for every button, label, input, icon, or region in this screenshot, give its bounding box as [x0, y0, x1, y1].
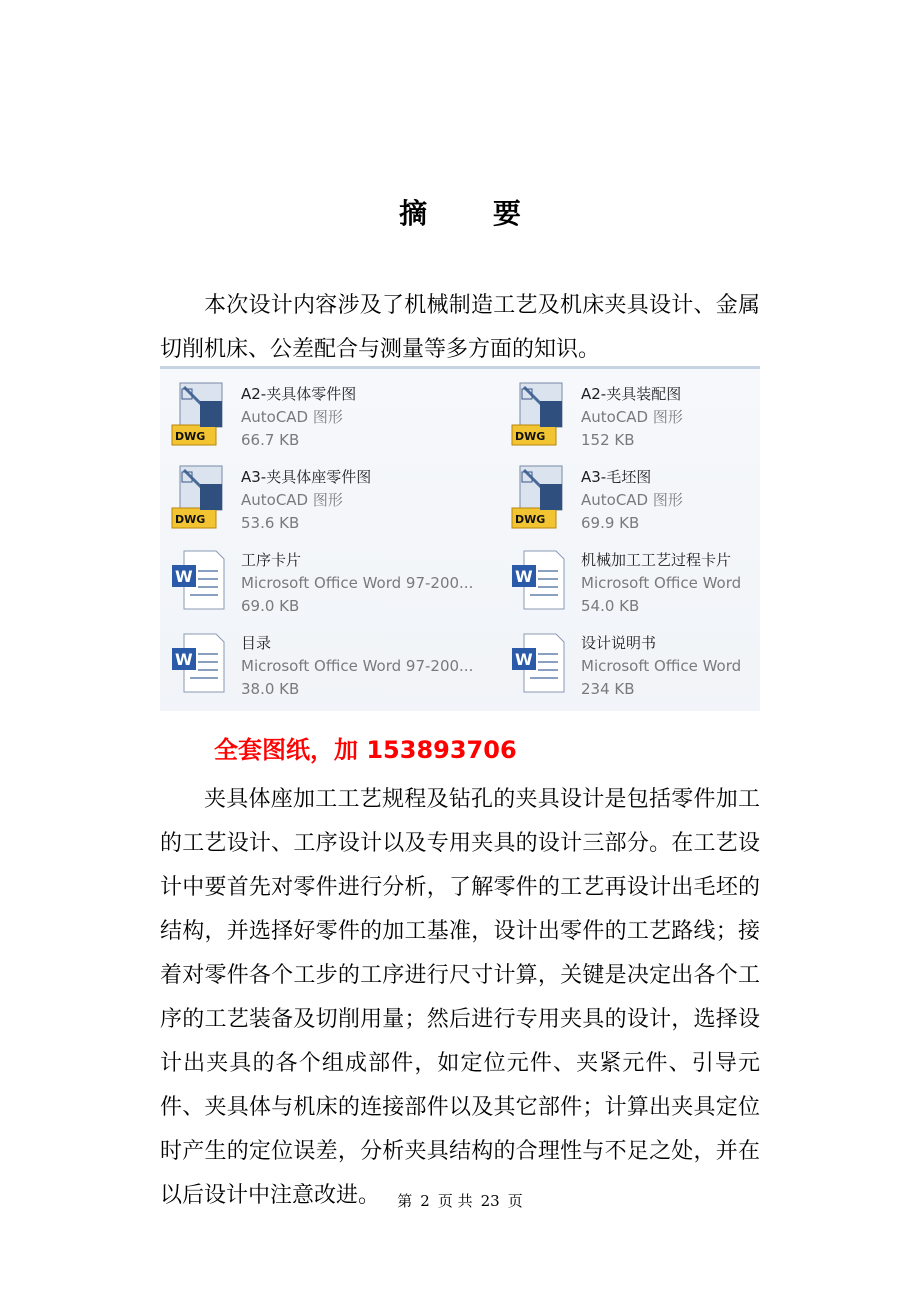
file-name: 设计说明书	[581, 634, 657, 652]
page-footer	[0, 1190, 920, 1211]
file-name: 机械加工工艺过程卡片	[581, 551, 732, 569]
file-type: AutoCAD 图形	[241, 408, 343, 426]
file-size: 38.0 KB	[241, 680, 300, 698]
file-item[interactable]	[160, 618, 474, 698]
file-type: Microsoft Office Word	[581, 574, 742, 592]
svg-text:DWG: DWG	[515, 430, 546, 443]
svg-text:DWG: DWG	[175, 513, 206, 526]
file-item[interactable]	[160, 369, 450, 449]
svg-text:DWG: DWG	[175, 430, 206, 443]
svg-text:DWG: DWG	[515, 513, 546, 526]
svg-text:W: W	[175, 650, 193, 669]
file-size: 69.0 KB	[241, 597, 300, 615]
file-item[interactable]	[500, 452, 790, 532]
file-type: Microsoft Office Word 97-200...	[241, 574, 474, 592]
dwg-icon	[170, 381, 226, 447]
file-size: 69.9 KB	[581, 514, 640, 532]
file-name: 工序卡片	[241, 551, 302, 569]
file-name: A3-毛坯图	[581, 468, 652, 486]
file-item[interactable]	[500, 618, 790, 698]
word-doc-icon	[170, 630, 226, 696]
footer-page-number: 2	[420, 1192, 430, 1210]
dwg-icon	[170, 464, 226, 530]
file-size: 54.0 KB	[581, 597, 640, 615]
word-doc-icon	[170, 547, 226, 613]
file-item[interactable]	[500, 535, 790, 615]
file-name: A2-夹具体零件图	[241, 385, 357, 403]
file-size: 234 KB	[581, 680, 635, 698]
intro-paragraph: 本次设计内容涉及了机械制造工艺及机床夹具设计、金属切削机床、公差配合与测量等多方面的知识。	[160, 293, 760, 362]
file-type: Microsoft Office Word	[581, 657, 742, 675]
file-size: 152 KB	[581, 431, 635, 449]
dwg-icon	[510, 381, 566, 447]
svg-text:W: W	[175, 567, 193, 586]
body-paragraph: 夹具体座加工工艺规程及钻孔的夹具设计是包括零件加工的工艺设计、工序设计以及专用夹具的设计三部分。在工艺设计中要首先对零件进行分析，了解零件的工艺再设计出毛坯的结构，并选择好零件的加工基准，设计出零件的工艺路线；接着对零件各个工步的工序进行尺寸计算，关键是决定出各个工序的工艺装备及切削用量；然后进行专用夹具的设计，选择设计出夹具的各个组成部件，如定位元件、夹紧元件、引导元件、夹具体与机床的连接部件以及其它部件；计算出夹具定位时产生的定位误差，分析夹具结构的合理性与不足之处，并在以后设计中注意改进。	[160, 787, 760, 1208]
footer-total-pages: 23	[480, 1192, 500, 1210]
file-size: 53.6 KB	[241, 514, 300, 532]
promo-text: 全套图纸，加 153893706	[214, 736, 517, 764]
file-name: 目录	[241, 634, 272, 652]
footer-page-label: 第	[397, 1192, 413, 1210]
file-item[interactable]	[160, 452, 450, 532]
file-type: AutoCAD 图形	[241, 491, 343, 509]
dwg-icon	[510, 464, 566, 530]
footer-end-label: 页	[507, 1192, 523, 1210]
file-item[interactable]	[160, 535, 474, 615]
footer-mid-label: 页 共	[437, 1192, 473, 1210]
word-doc-icon	[510, 630, 566, 696]
file-name: A3-夹具体座零件图	[241, 468, 372, 486]
file-type: Microsoft Office Word 97-200...	[241, 657, 474, 675]
word-doc-icon	[510, 547, 566, 613]
file-size: 66.7 KB	[241, 431, 300, 449]
page-title: 摘 要	[399, 197, 549, 230]
file-type: AutoCAD 图形	[581, 408, 683, 426]
file-name: A2-夹具装配图	[581, 385, 682, 403]
svg-text:W: W	[515, 567, 533, 586]
file-item[interactable]	[500, 369, 790, 449]
file-list	[160, 366, 760, 711]
svg-text:W: W	[515, 650, 533, 669]
file-type: AutoCAD 图形	[581, 491, 683, 509]
